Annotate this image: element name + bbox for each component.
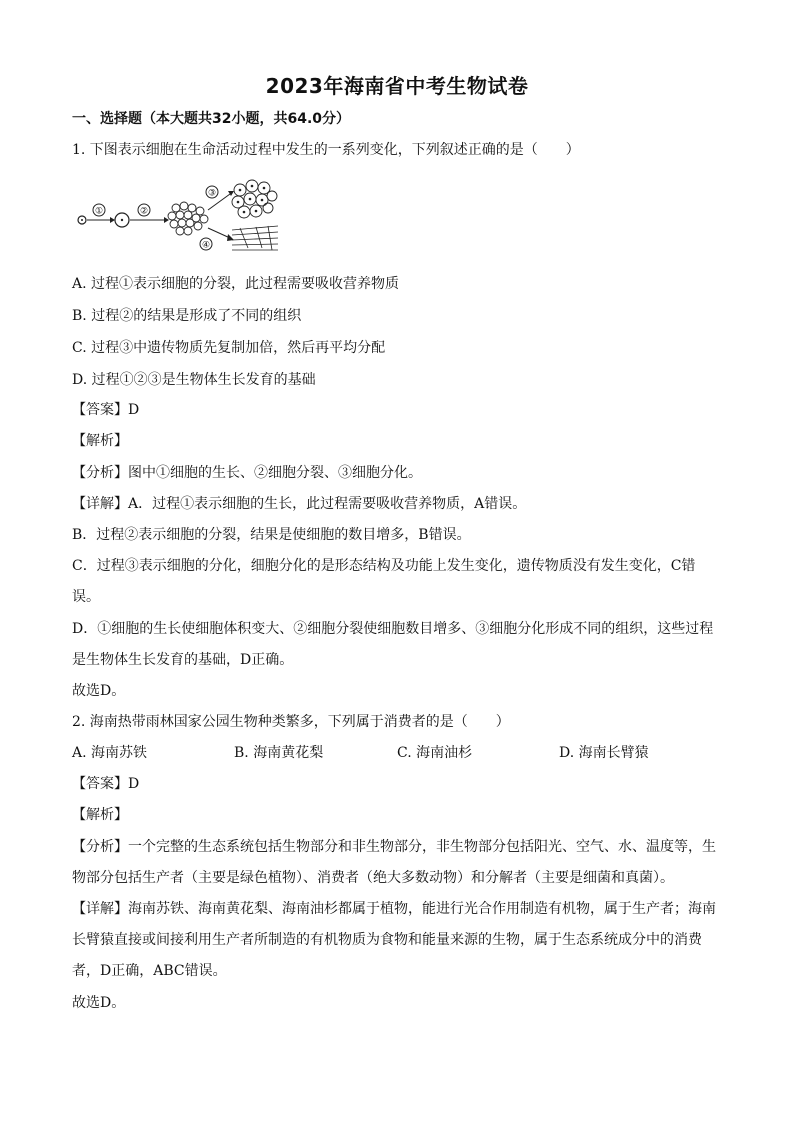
q1-answer: 【答案】D xyxy=(72,402,140,418)
q2-analysis-line: 故选D。 xyxy=(72,995,126,1011)
q1-analysis-heading: 【解析】 xyxy=(72,433,128,449)
svg-text:④: ④ xyxy=(201,240,211,251)
q1-analysis-line: D．①细胞的生长使细胞体积变大、②细胞分裂使细胞数目增多、③细胞分化形成不同的组织，这些过程 xyxy=(72,621,714,637)
q1-analysis-line: 误。 xyxy=(72,589,100,605)
q2-analysis-line: 【分析】一个完整的生态系统包括生物部分和非生物部分，非生物部分包括阳光、空气、水、温度等，生 xyxy=(72,839,716,855)
page-title: 2023年海南省中考生物试卷 xyxy=(265,74,529,98)
cell-process-figure xyxy=(72,178,282,258)
svg-text:②: ② xyxy=(139,206,149,217)
q2-analysis-line: 者，D正确，ABC错误。 xyxy=(72,963,227,979)
q2-analysis-line: 物部分包括生产者（主要是绿色植物）、消费者（绝大多数动物）和分解者（主要是细菌和真菌）。 xyxy=(72,870,674,886)
q1-analysis-line: 是生物体生长发育的基础，D正确。 xyxy=(72,652,294,668)
q1-analysis-line: B．过程②表示细胞的分裂，结果是使细胞的数目增多，B错误。 xyxy=(72,527,471,543)
q1-analysis-line: C．过程③表示细胞的分化，细胞分化的是形态结构及功能上发生变化，遗传物质没有发生变化，C错 xyxy=(72,558,696,574)
svg-text:①: ① xyxy=(94,206,104,217)
q2-stem: 2. 海南热带雨林国家公园生物种类繁多，下列属于消费者的是（ ） xyxy=(72,714,510,730)
q2-option-a: A. 海南苏铁 xyxy=(72,745,148,761)
q1-option-b: B. 过程②的结果是形成了不同的组织 xyxy=(72,308,302,324)
q2-option-d: D. 海南长臂猿 xyxy=(559,745,649,761)
q1-option-c: C. 过程③中遗传物质先复制加倍，然后再平均分配 xyxy=(72,340,386,356)
q2-analysis-heading: 【解析】 xyxy=(72,807,128,823)
q2-analysis-line: 【详解】海南苏铁、海南黄花梨、海南油杉都属于植物，能进行光合作用制造有机物，属于生产者；海南 xyxy=(72,901,716,917)
q1-option-d: D. 过程①②③是生物体生长发育的基础 xyxy=(72,372,316,388)
q2-option-b: B. 海南黄花梨 xyxy=(234,745,324,761)
q1-analysis-line: 【详解】A．过程①表示细胞的生长，此过程需要吸收营养物质，A错误。 xyxy=(72,496,527,512)
section-heading: 一、选择题（本大题共32小题，共64.0分） xyxy=(72,111,351,127)
q1-option-a: A. 过程①表示细胞的分裂，此过程需要吸收营养物质 xyxy=(72,276,400,292)
q1-stem: 1. 下图表示细胞在生命活动过程中发生的一系列变化，下列叙述正确的是（ ） xyxy=(72,142,580,158)
q2-answer: 【答案】D xyxy=(72,776,140,792)
q1-analysis-line: 故选D。 xyxy=(72,683,126,699)
svg-text:③: ③ xyxy=(207,188,217,199)
q2-analysis-line: 长臂猿直接或间接利用生产者所制造的有机物质为食物和能量来源的生物，属于生态系统成分中的消费 xyxy=(72,932,702,948)
q2-option-c: C. 海南油杉 xyxy=(397,745,473,761)
q1-analysis-line: 【分析】图中①细胞的生长、②细胞分裂、③细胞分化。 xyxy=(72,465,422,481)
